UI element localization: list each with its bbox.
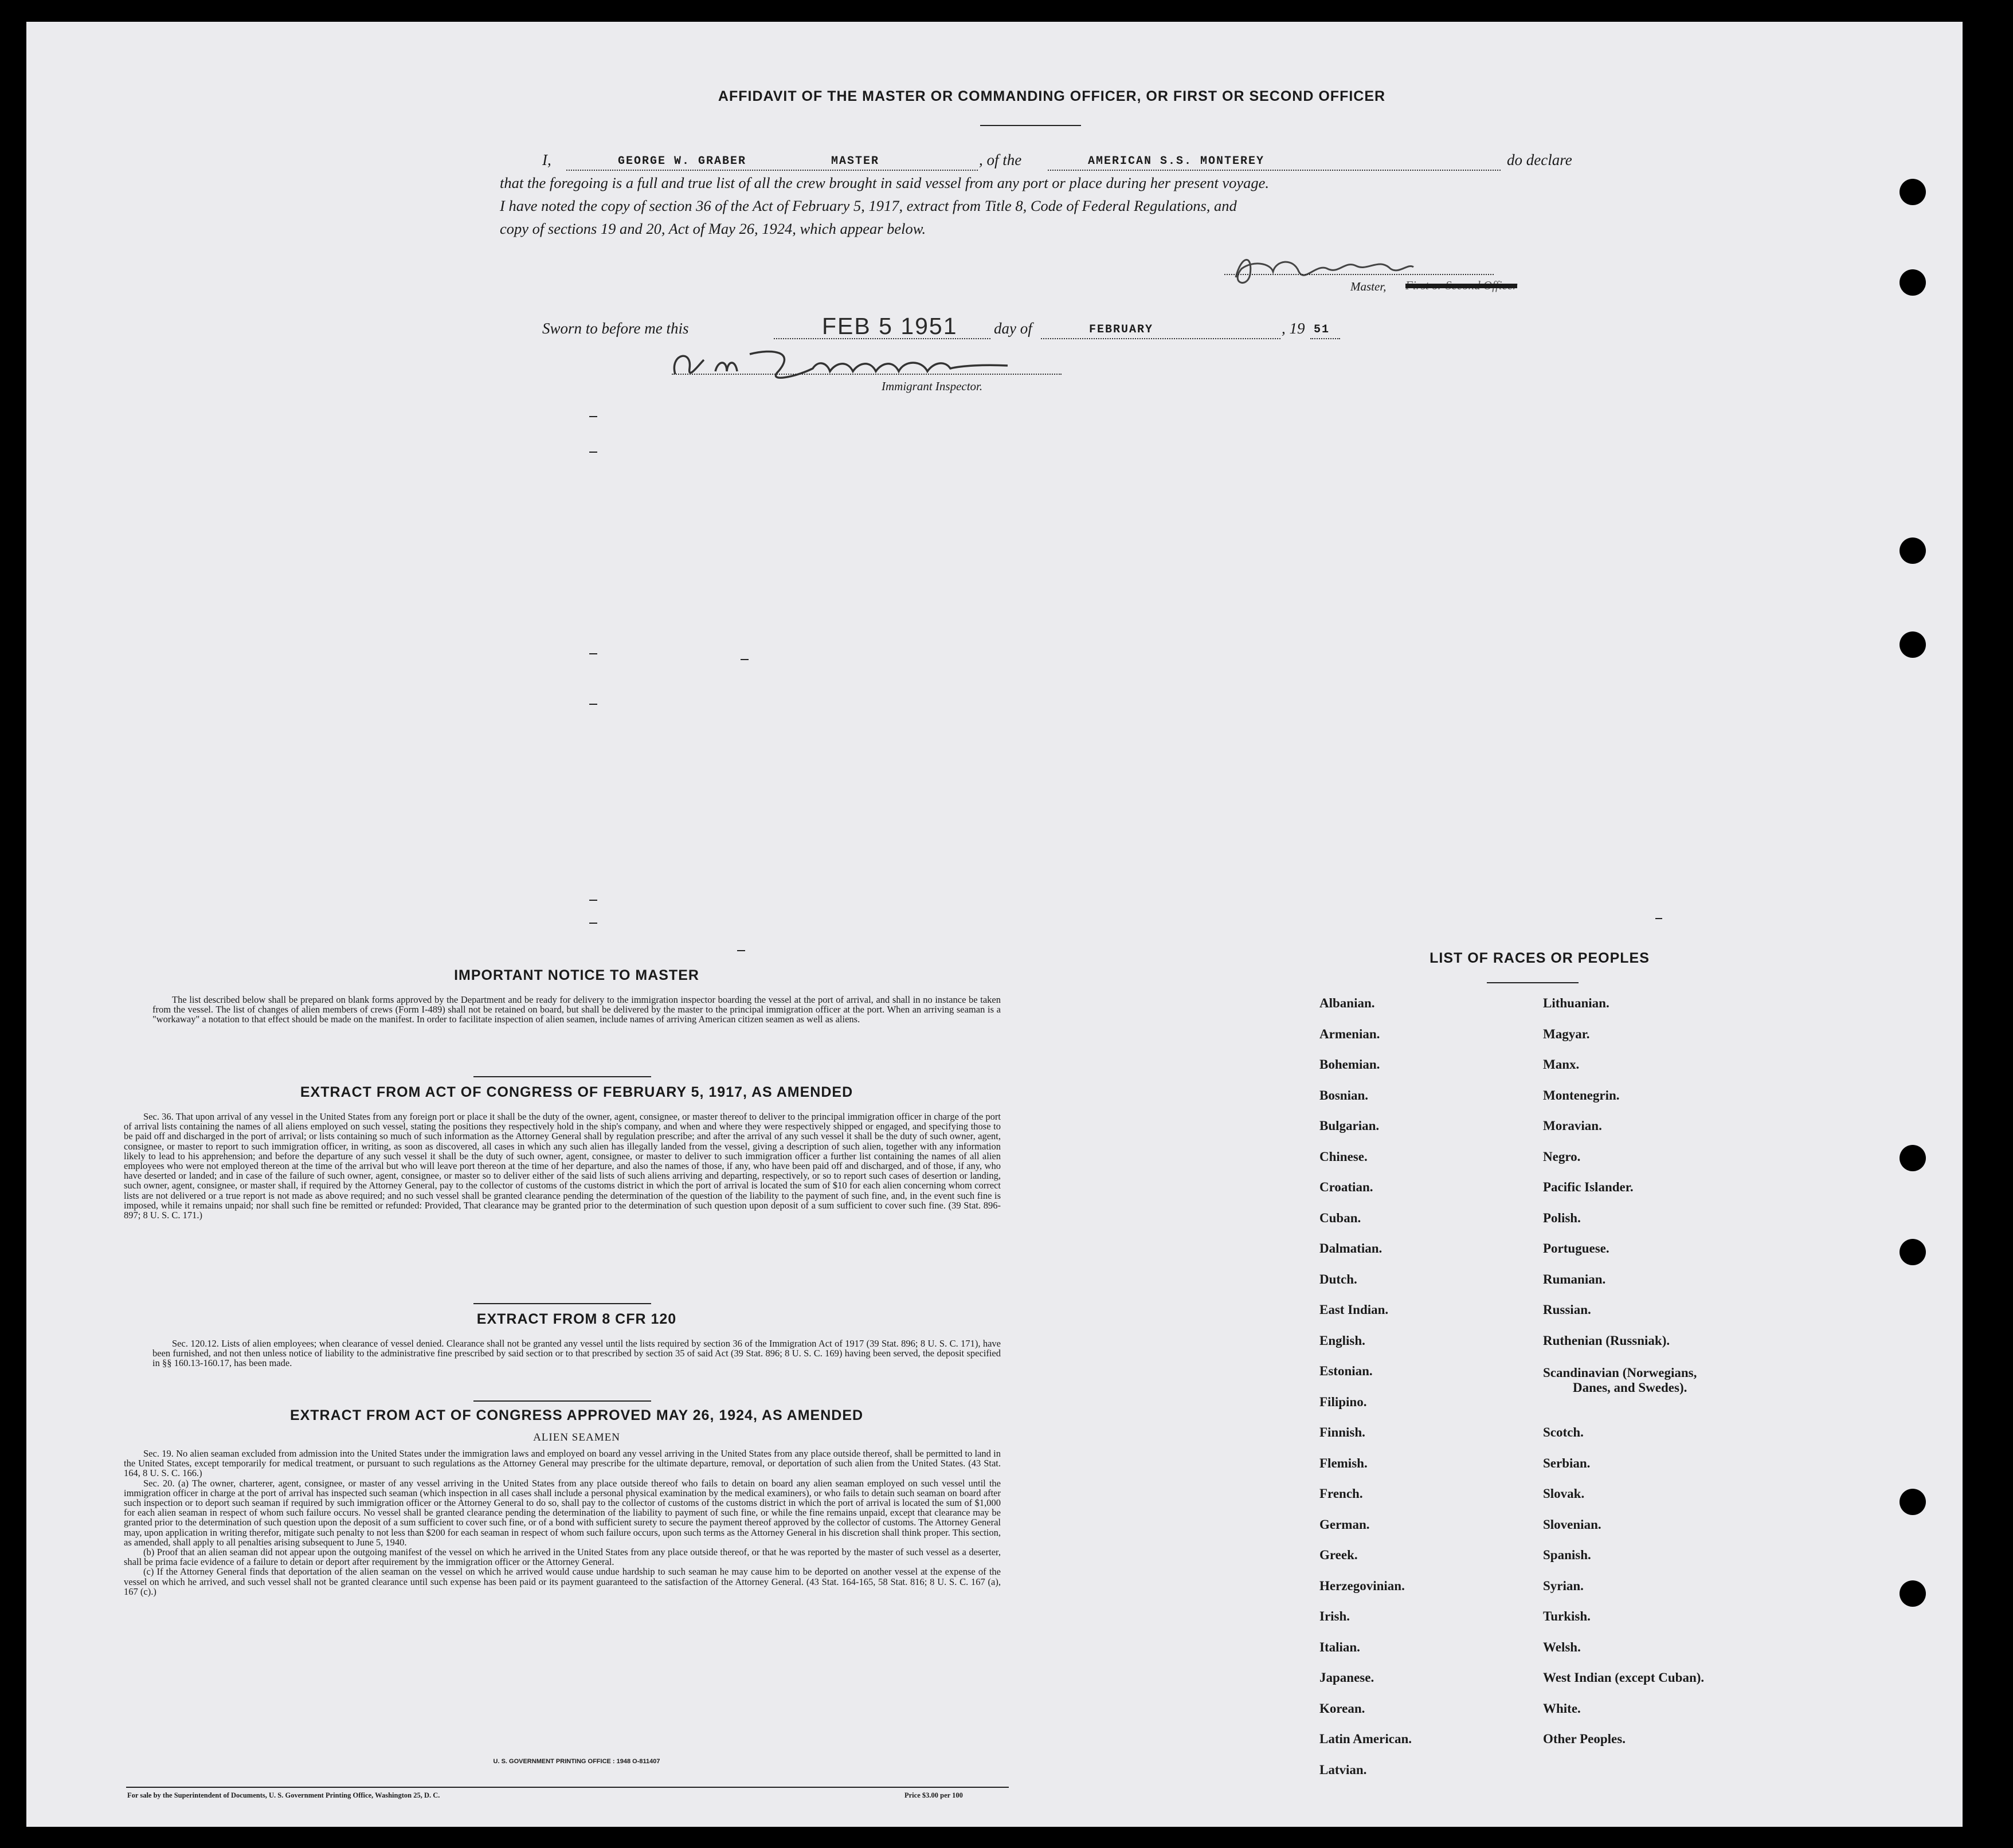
notice-divider	[473, 1076, 651, 1077]
race-item: Estonian.	[1319, 1364, 1373, 1378]
declare-label: do declare	[1507, 151, 1572, 168]
race-item: Slovenian.	[1543, 1517, 1601, 1532]
race-item: Moravian.	[1543, 1119, 1602, 1133]
margin-tick	[589, 653, 597, 654]
binder-hole	[1900, 631, 1926, 658]
race-item: Russian.	[1543, 1302, 1591, 1317]
race-item: German.	[1319, 1517, 1370, 1532]
sworn-year: 51	[1314, 323, 1330, 336]
race-item: Rumanian.	[1543, 1272, 1606, 1286]
extract-cfr-title: EXTRACT FROM 8 CFR 120	[476, 1311, 677, 1327]
race-item: French.	[1319, 1486, 1363, 1501]
binder-hole	[1900, 1239, 1926, 1265]
race-item: Manx.	[1543, 1057, 1580, 1072]
race-item: East Indian.	[1319, 1302, 1389, 1317]
race-item	[1543, 1364, 1830, 1425]
margin-tick	[1655, 918, 1662, 919]
notice-body	[152, 995, 1001, 1025]
struck-officer-label	[1405, 278, 1517, 293]
race-item: Negro.	[1543, 1149, 1581, 1164]
footer-rule	[126, 1787, 1009, 1788]
declaration-line-3: I have noted the copy of section 36 of the Act of February 5, 1917, extract from Title 8, Code of Federal Regulations, and	[500, 197, 1237, 214]
race-item: Bosnian.	[1319, 1088, 1369, 1102]
race-item: Welsh.	[1543, 1639, 1581, 1654]
binder-hole	[1900, 1489, 1926, 1515]
footer-sale-notice: For sale by the Superintendent of Documents, U. S. Government Printing Office, Washington 25, D. C.	[127, 1791, 440, 1799]
master-name: GEORGE W. GRABER	[618, 155, 747, 168]
extract-1917-title: EXTRACT FROM ACT OF CONGRESS OF FEBRUARY 5, 1917, AS AMENDED	[300, 1084, 853, 1100]
race-item: White.	[1543, 1701, 1581, 1716]
master-rank: MASTER	[831, 155, 880, 168]
sec-120-12-text: Sec. 120.12. Lists of alien employees; when clearance of vessel denied. Clearance shall not be granted any vessel until the lists required by section 36 of the Immigration Act of 1917 (39 Stat. 896; 8 U. S. C. 171), have been furnished, and not then unless notice of liability to the administrative fine prescribed by said section or to that prescribed by section 35 of said Act (39 Stat. 896; 8 U. S. C. 169) having been served, the deposit specified in §§ 160.13-160.17, has been made.	[152, 1338, 1001, 1369]
race-item: Dalmatian.	[1319, 1241, 1383, 1255]
race-item: Bohemian.	[1319, 1057, 1380, 1072]
extract-cfr-divider	[473, 1400, 651, 1402]
race-item: Japanese.	[1319, 1670, 1374, 1685]
alien-seamen-subtitle: ALIEN SEAMEN	[533, 1431, 620, 1443]
margin-tick	[589, 416, 597, 417]
master-signature-line	[1224, 274, 1494, 275]
margin-tick	[589, 452, 597, 453]
race-item: Slovak.	[1543, 1486, 1585, 1501]
margin-tick	[589, 923, 597, 924]
extract-cfr-body	[152, 1339, 1001, 1368]
of-the-label: , of the	[979, 151, 1022, 168]
races-underline	[1487, 982, 1579, 983]
document-page	[26, 22, 1963, 1827]
race-item: Chinese.	[1319, 1149, 1368, 1164]
declaration-line-2: that the foregoing is a full and true list of all the crew brought in said vessel from any port or place during her present voyage.	[500, 174, 1270, 191]
race-item: Irish.	[1319, 1609, 1350, 1623]
margin-tick	[737, 950, 745, 951]
race-item: Filipino.	[1319, 1394, 1367, 1409]
declaration-line-4: copy of sections 19 and 20, Act of May 26, 1924, which appear below.	[500, 220, 926, 237]
sworn-prefix: Sworn to before me this	[542, 320, 689, 337]
binder-hole	[1900, 179, 1926, 205]
year-field	[1310, 320, 1340, 339]
sec-20c-text: (c) If the Attorney General finds that deportation of the alien seaman on the vessel on which he arrived would cause undue hardship to such seaman he may cause him to be deported on another vessel at the expense of the vessel on which he arrived, and such vessel shall not be granted clearance until such expense has been paid or its payment guaranteed to the satisfaction of the Attorney General. (43 Stat. 164-165, 58 Stat. 816; 8 U. S. C. 167 (a), 167 (c).)	[124, 1566, 1001, 1597]
race-item-continuation: Danes, and Swedes).	[1573, 1380, 1687, 1395]
notice-text: The list described below shall be prepared on blank forms approved by the Department and be ready for delivery to the immigration inspector boarding the vessel at the port of arrival, and shall in no instance be taken from the vessel. The list of changes of alien members of crews (Form I-489) shall not be retained on board, but shall be delivered by the master to the principal immigration officer at the port. When an arriving seaman is a "workaway" a notation to that effect should be made on the manifest. In order to facilitate inspection of alien seamen, include names of arriving American citizen seamen as well as aliens.	[152, 994, 1001, 1025]
master-label: Master,	[1350, 280, 1387, 293]
race-item: Latin American.	[1319, 1732, 1412, 1746]
vessel-name: AMERICAN S.S. MONTEREY	[1088, 155, 1265, 168]
race-item: Cuban.	[1319, 1210, 1361, 1225]
extract-1917-body	[124, 1112, 1001, 1220]
race-item: Ruthenian (Russniak).	[1543, 1333, 1670, 1348]
day-of-label: day of	[994, 320, 1032, 337]
sec-19-text: Sec. 19. No alien seaman excluded from admission into the United States under the immigration laws and employed on board any vessel arriving in the United States from any place outside thereof, shall be permitted to land in the United States, except temporarily for medical treatment, or pursuant to such regulations as the Attorney General may prescribe for the ultimate departure, removal, or deportation of such alien from the United States. (43 Stat. 164, 8 U. S. C. 166.)	[124, 1448, 1001, 1479]
race-item: Other Peoples.	[1543, 1732, 1626, 1746]
race-item: Magyar.	[1543, 1026, 1590, 1041]
margin-tick	[589, 704, 597, 705]
year-prefix: , 19	[1282, 320, 1305, 337]
month-field	[1041, 320, 1280, 339]
race-item: Italian.	[1319, 1639, 1360, 1654]
race-item: Scotch.	[1543, 1425, 1584, 1439]
race-item: Bulgarian.	[1319, 1119, 1380, 1133]
race-item: English.	[1319, 1333, 1365, 1348]
race-item: Turkish.	[1543, 1609, 1591, 1623]
title-underline	[980, 125, 1081, 126]
inspector-label: Immigrant Inspector.	[882, 379, 983, 393]
margin-tick	[589, 900, 597, 901]
extract-1917-divider	[473, 1303, 651, 1304]
race-item: Lithuanian.	[1543, 996, 1609, 1010]
binder-hole	[1900, 537, 1926, 564]
sec-36-text: Sec. 36. That upon arrival of any vessel in the United States from any foreign port or place it shall be the duty of the owner, agent, consignee, or master thereof to deliver to the principal immigration officer in charge of the port of arrival lists containing the names of all aliens employed on such vessel, stating the positions they respectively hold in the ship's company, and when and where they were respectively shipped or engaged, and specifying those to be paid off and discharged in the port of arrival; or lists containing so much of such information as the Attorney General shall by regulation prescribe; and after the arrival of any such vessel it shall be the duty of such owner, agent, consignee, or master to report to such immigration officer, in writing, as soon as discovered, all cases in which any such alien has illegally landed from the vessel, giving a description of such alien, together with any information likely to lead to his apprehension; and before the departure of any such vessel it shall be the duty of such owner, agent, consignee, or master to deliver to such immigration officer a further list containing the names of all alien employees who were not employed thereon at the time of the arrival but who will leave port thereon at the time of her departure, and also the names of those, if any, who have been paid off and discharged, and of those, if any, who have deserted or landed; and in case of the failure of such owner, agent, consignee, or master so to deliver either of the said lists of such aliens arriving and departing, respectively, or so to report such cases of desertion or landing, such owner, agent, consignee, or master shall, if required by the Attorney General, pay to the collector of customs of the customs district in which the port of arrival is located the sum of $10 for each alien concerning whom correct lists are not delivered or a true report is not made as above required; and no such vessel shall be granted clearance pending the determination of the question of the liability to the payment of such fine, and, in the event such fine is imposed, while it remains unpaid; nor shall such fine be remitted or refunded: Provided, That clearance may be granted prior to the determination of such question upon deposit of a sum sufficient to cover such fine. (39 Stat. 896-897; 8 U. S. C. 171.)	[124, 1111, 1001, 1221]
binder-hole	[1900, 1580, 1926, 1607]
race-item: Polish.	[1543, 1210, 1581, 1225]
date-stamp: FEB 5 1951	[822, 313, 958, 339]
race-item: West Indian (except Cuban).	[1543, 1670, 1705, 1685]
vessel-field	[1048, 152, 1501, 171]
name-field	[566, 152, 978, 171]
race-item-line: Scandinavian (Norwegians,	[1543, 1366, 1697, 1380]
race-item: Latvian.	[1319, 1762, 1367, 1777]
race-item: Pacific Islander.	[1543, 1180, 1634, 1194]
margin-tick	[741, 659, 749, 660]
race-item: Spanish.	[1543, 1548, 1591, 1562]
race-item: Dutch.	[1319, 1272, 1357, 1286]
sec-20b-text: (b) Proof that an alien seaman did not appear upon the outgoing manifest of the vessel on which he arrived in the United States from any place outside thereof, or that he was reported by the master of such vessel as a deserter, shall be prima facie evidence of a failure to detain or deport after requirement by the immigration officer or the Attorney General.	[124, 1547, 1001, 1568]
race-item: Syrian.	[1543, 1578, 1584, 1593]
race-item: Armenian.	[1319, 1026, 1380, 1041]
notice-title: IMPORTANT NOTICE TO MASTER	[454, 967, 699, 983]
races-title: LIST OF RACES OR PEOPLES	[1430, 950, 1650, 966]
race-item: Herzegovinian.	[1319, 1578, 1405, 1593]
race-item: Serbian.	[1543, 1455, 1591, 1470]
race-item: Finnish.	[1319, 1425, 1365, 1439]
extract-1924-title: EXTRACT FROM ACT OF CONGRESS APPROVED MAY 26, 1924, AS AMENDED	[289, 1407, 864, 1423]
race-item: Flemish.	[1319, 1455, 1368, 1470]
inspector-signature-line	[672, 374, 1062, 375]
sworn-month: FEBRUARY	[1089, 323, 1154, 336]
races-column-2	[1543, 996, 1830, 1763]
printing-office-line: U. S. GOVERNMENT PRINTING OFFICE : 1948 O-811407	[493, 1758, 660, 1765]
sec-20a-text: Sec. 20. (a) The owner, charterer, agent, consignee, or master of any vessel arriving in the United States from any place outside thereof who fails to detain on board any alien seaman employed on such vessel until the immigration officer in charge at the port of arrival has inspected such seaman (which inspection in all cases shall include a personal physical examination by the medical examiners), or who fails to detain such seaman on board after such inspection or to deport such seaman if required by such immigration officer or the Attorney General to do so, shall pay to the collector of customs of the customs district in which the port of arrival is located the sum of $1,000 for each alien seaman in respect of whom such failure occurs. No vessel shall be granted clearance pending the determination of the liability to payment of such fine, or while the fine remains unpaid, except that clearance may be granted prior to the determination of such question upon the deposit of a sum sufficient to cover such fine, or of a bond with sufficient surety to secure the payment thereof approved by the collector of customs. The Attorney General may, upon application in writing therefor, mitigate such penalty to not less than $200 for each seaman in respect of whom such failure occurs, upon such terms as the Attorney General in his discretion shall think proper. This section, as amended, shall apply to all penalties arising subsequent to June 5, 1940.	[124, 1477, 1001, 1548]
race-item: Montenegrin.	[1543, 1088, 1620, 1102]
affidavit-title: AFFIDAVIT OF THE MASTER OR COMMANDING OFFICER, OR FIRST OR SECOND OFFICER	[718, 88, 1386, 104]
race-item: Korean.	[1319, 1701, 1365, 1716]
sworn-day-field	[774, 313, 990, 339]
races-column-1	[1319, 996, 1549, 1793]
binder-hole	[1900, 1145, 1926, 1171]
footer-price: Price $3.00 per 100	[904, 1791, 963, 1799]
race-item: Croatian.	[1319, 1180, 1373, 1194]
extract-1924-body	[124, 1449, 1001, 1596]
race-item: Greek.	[1319, 1548, 1358, 1562]
race-item: Portuguese.	[1543, 1241, 1609, 1255]
strike-out	[1405, 284, 1517, 288]
binder-hole	[1900, 269, 1926, 296]
declaration-prefix: I,	[542, 151, 551, 168]
race-item: Albanian.	[1319, 996, 1375, 1010]
